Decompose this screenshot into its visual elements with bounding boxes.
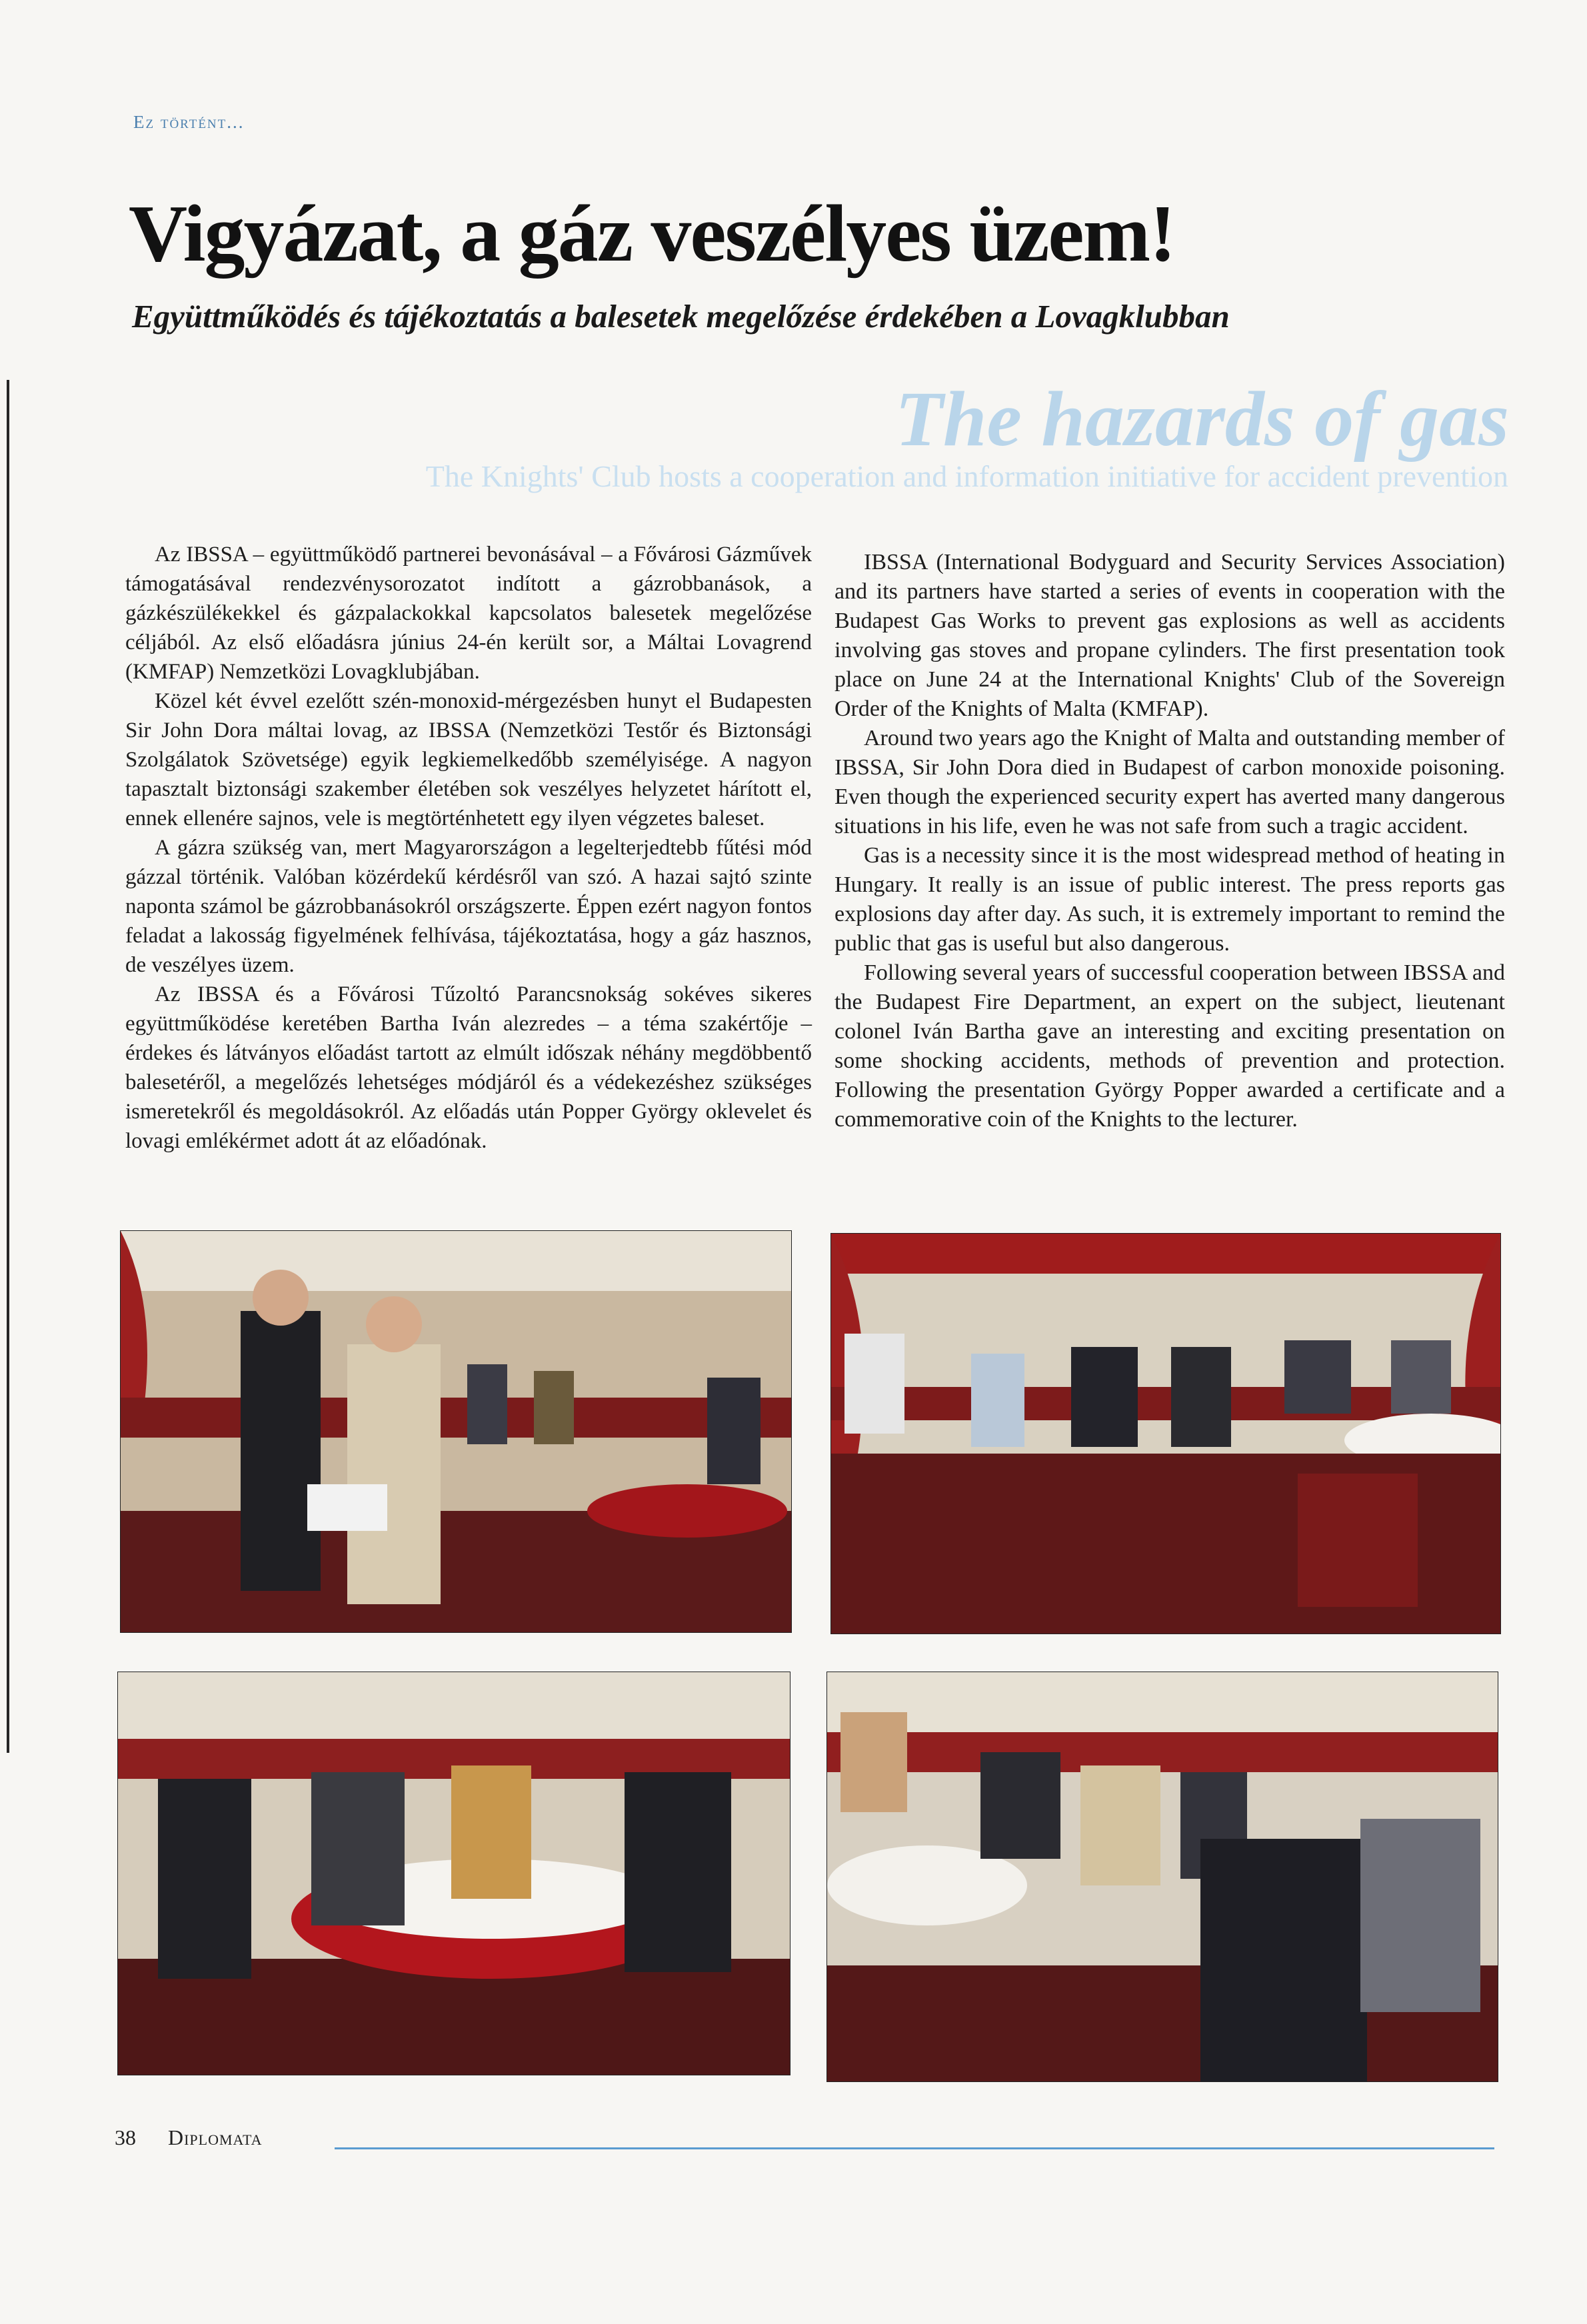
paragraph-hu: Az IBSSA – együttműködő partnerei bevonásával – a Fővárosi Gázművek támogatásával rendezvénysorozatot indított a gázrobbanások, a gázkészülékekkel és gázpalackokkal kapcsolatos balesetek megelőzése céljából. Az első előadásra június 24-én került sor, a Máltai Lovagrend (KMFAP) Nemzetközi Lovagklubjában. (125, 543, 812, 684)
english-title: The hazards of gas (894, 375, 1509, 463)
paragraph-en: Around two years ago the Knight of Malta and outstanding member of IBSSA, Sir John Dora died in Budapest of carbon monoxide poisoning. Even though the experienced security expert has averted many dangerous situations in his life, even he was not safe from such a tragic accident. (834, 726, 1505, 838)
margin-rule (7, 380, 9, 1753)
paragraph-en: IBSSA (International Bodyguard and Security Services Association) and its partners have started a series of events in cooperation with the Budapest Gas Works to prevent gas explosions as well as accidents involving gas stoves and propane cylinders. The first presentation took place on June 24 at the International Knights' Club of the Sovereign Order of the Knights of Malta (KMFAP). (834, 550, 1505, 721)
footer-rule (335, 2147, 1494, 2149)
paragraph-hu: Közel két évvel ezelőtt szén-monoxid-mérgezésben hunyt el Budapesten Sir John Dora máltai lovag, az IBSSA (Nemzetközi Testőr és Biztonsági Szolgálatok Szövetsége) egyik legkiemelkedőbb személyisége. A nagyon tapasztalt biztonsági szakember életében sok veszélyes helyzetet hárított el, ennek ellenére sajnos, vele is megtörténhetett egy ilyen végzetes baleset. (125, 689, 812, 830)
photo-audience (830, 1233, 1501, 1634)
paragraph-en: Gas is a necessity since it is the most widespread method of heating in Hungary. It really is an issue of public interest. The press reports gas explosions day after day. As such, it is extremely important to remind the public that gas is useful but also dangerous. (834, 843, 1505, 956)
english-subtitle: The Knights' Club hosts a cooperation and information initiative for accident prevention (425, 459, 1508, 493)
section-tag: Ez történt... (133, 112, 245, 132)
paragraph-hu: Az IBSSA és a Fővárosi Tűzoltó Parancsnokság sokéves sikeres együttműködése keretében Bartha Iván alezredes – a téma szakértője – érdekes és látványos előadást tartott az elmúlt időszak néhány megdöbbentő balesetéről, a megelőzés lehetséges módjáról és a védekezéshez szükséges ismeretekről és megoldásokról. Az előadás után Popper György oklevelet és lovagi emlékérmet adott át az előadónak. (125, 982, 812, 1153)
paragraph-en: Following several years of successful cooperation between IBSSA and the Budapest Fire Department, an expert on the subject, lieutenant colonel Iván Bartha gave an interesting and exciting presentation on some shocking accidents, methods of prevention and protection. Following the presentation György Popper awarded a certificate and a commemorative coin of the Knights to the lecturer. (834, 960, 1505, 1132)
page-number: 38 (115, 2125, 136, 2149)
english-column (834, 548, 1505, 1134)
paragraph-hu: A gázra szükség van, mert Magyarországon a legelterjedtebb fűtési mód gázzal történik. Valóban közérdekű kérdésről van szó. A hazai sajtó szinte naponta számol be gázrobbanásokról országszerte. Éppen ezért nagyon fontos feladat a lakosság figyelmének felhívása, tájékoztatása, hogy a gáz hasznos, de veszélyes üzem. (125, 836, 812, 977)
photo-handshake (120, 1230, 792, 1633)
photo-guests-table (117, 1672, 791, 2075)
photo-attendees (826, 1672, 1498, 2082)
hungarian-column (125, 540, 812, 1156)
article-title: Vigyázat, a gáz veszélyes üzem! (129, 189, 1175, 279)
magazine-name: Diplomata (168, 2125, 263, 2149)
article-subtitle: Együttműködés és tájékoztatás a balesetek megelőzése érdekében a Lovagklubban (132, 298, 1230, 335)
